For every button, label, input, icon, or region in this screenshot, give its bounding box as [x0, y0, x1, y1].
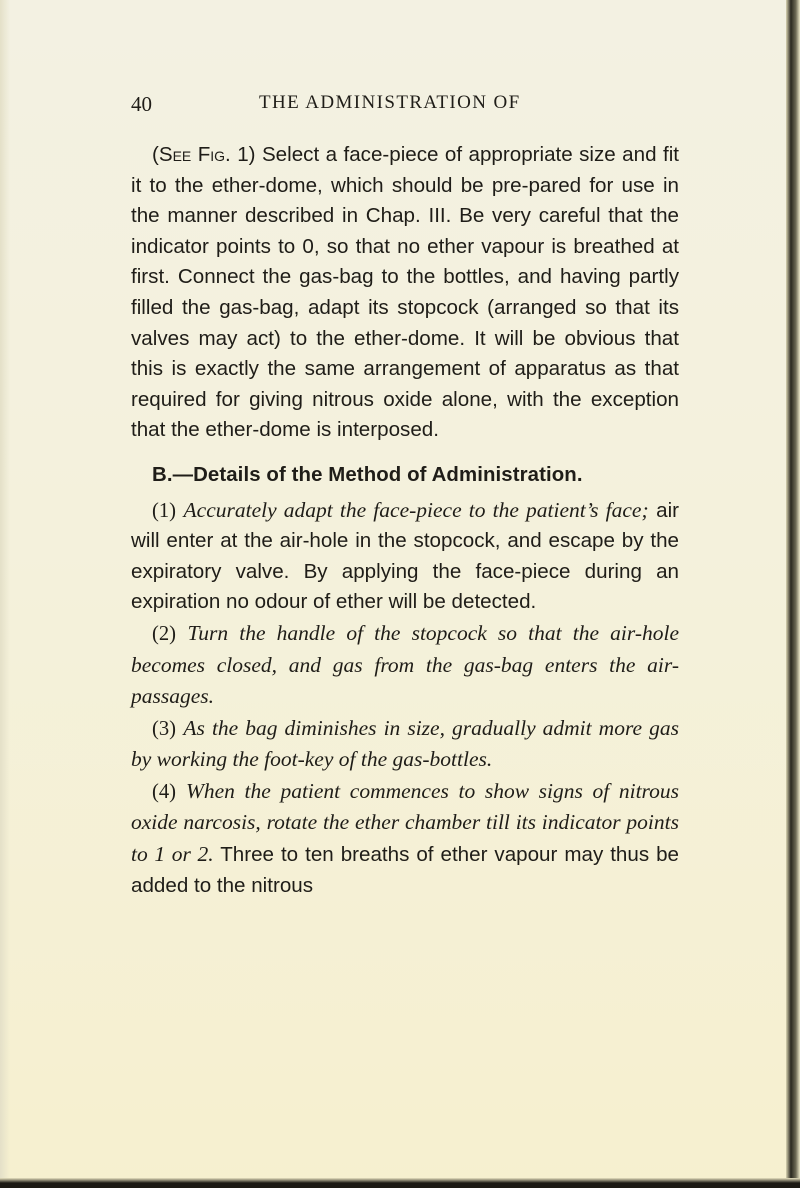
list-item [131, 618, 679, 713]
running-head [131, 92, 671, 118]
list-item [131, 713, 679, 776]
section-heading: B.—Details of the Method of Administration. [152, 463, 583, 486]
intro-paragraph [131, 140, 679, 446]
list-item [131, 495, 679, 618]
item-explanation: air will enter at the air-hole in the stopcock, and escape by the expiratory valve. By applying the face-piece during an expiration no odour of ether will be detected. [131, 498, 680, 614]
list-item [131, 776, 679, 901]
item-number: (3) [152, 717, 177, 740]
item-instruction: Turn the handle of the stopcock so that the air-hole becomes closed, and gas from the gas-bag enters the air-passages. [131, 620, 679, 709]
page-edge-right [786, 0, 800, 1188]
page-edge-bottom [0, 1178, 800, 1188]
item-instruction: When the patient commences to show signs of nitrous oxide narcosis, rotate the ether chamber till its indicator points to 1 or 2. [131, 778, 679, 867]
page-number: 40 [131, 92, 152, 116]
running-title: THE ADMINISTRATION OF [259, 92, 521, 113]
item-number: (1) [152, 499, 177, 522]
item-number: (2) [152, 622, 177, 645]
item-explanation: Three to ten breaths of ether vapour may thus be added to the nitrous [131, 843, 680, 897]
page-shadow-left [0, 0, 10, 1188]
item-instruction: As the bag diminishes in size, gradually admit more gas by working the foot-key of the gas-bottles. [131, 715, 679, 772]
figure-reference: (See Fig. 1) [152, 143, 256, 166]
item-instruction: Accurately adapt the face-piece to the patient’s face; [183, 497, 649, 522]
body-text [131, 140, 679, 901]
intro-text: Select a face-piece of appropriate size and fit it to the ether-dome, which should be pre-pared for use in the manner described in Chap. III. Be very careful that the indicator points to 0, so that no ether vapour is breathed at first. Connect the gas-bag to the bottles, and having partly filled the gas-bag, adapt its stopcock (arranged so that its valves may act) to the ether-dome. It will be obvious that this is exactly the same arrangement of apparatus as that required for giving nitrous oxide alone, with the exception that the ether-dome is interposed. [131, 143, 679, 442]
item-number: (4) [152, 780, 177, 803]
